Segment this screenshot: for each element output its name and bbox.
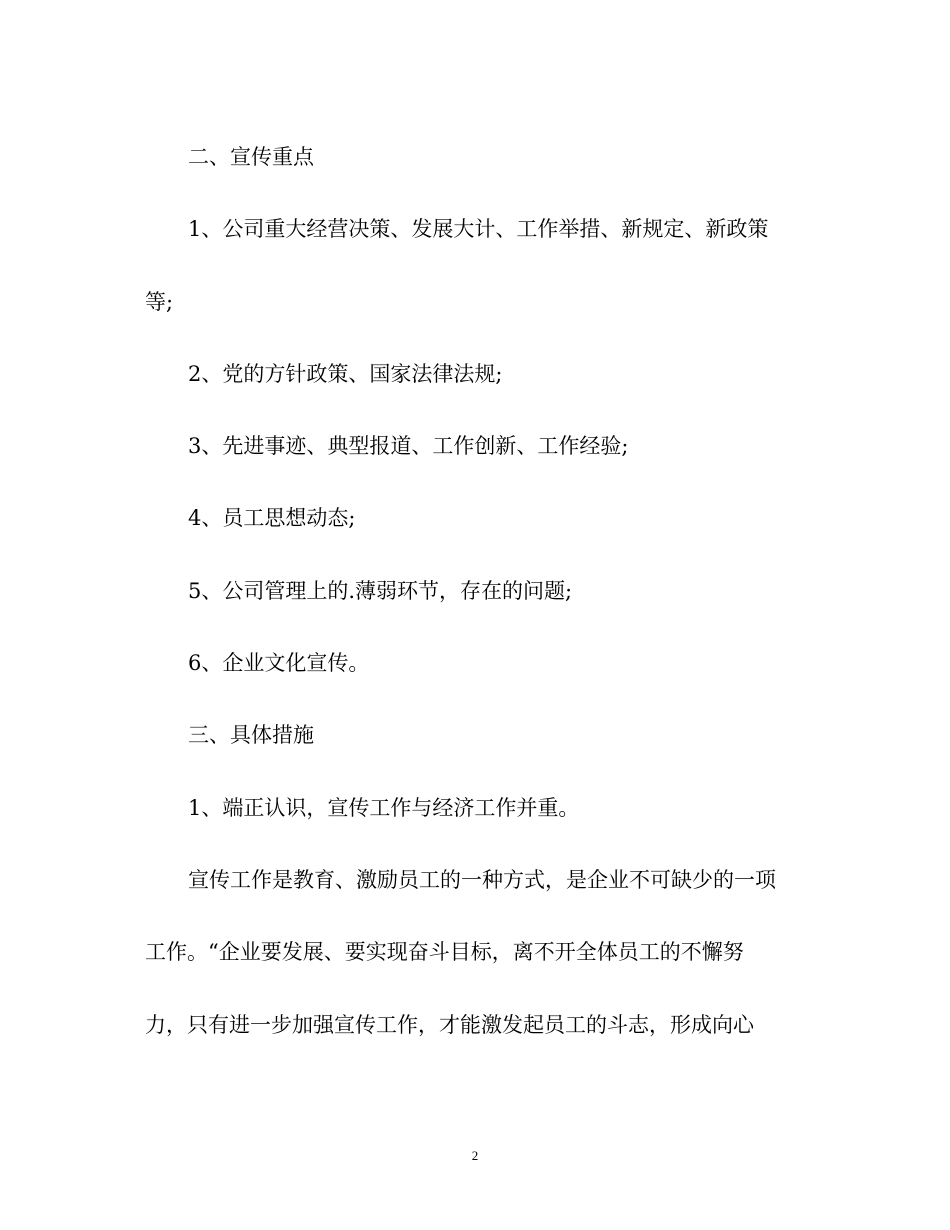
paragraph-line: 6、企业文化宣传。 — [188, 651, 370, 675]
section-heading-publicity-focus: 二、宣传重点 — [188, 145, 314, 169]
paragraph-line: 2、党的方针政策、国家法律法规; — [188, 362, 503, 386]
paragraph-line: 等; — [145, 290, 174, 314]
paragraph-line: 3、先进事迹、典型报道、工作创新、工作经验; — [188, 434, 629, 458]
paragraph-line: 力，只有进一步加强宣传工作，才能激发起员工的斗志，形成向心 — [145, 1013, 754, 1037]
paragraph-line: 5、公司管理上的.薄弱环节，存在的问题; — [188, 579, 573, 603]
paragraph-line: 1、公司重大经营决策、发展大计、工作举措、新规定、新政策 — [188, 217, 769, 241]
page-number: 2 — [471, 1148, 479, 1163]
paragraph-line: 1、端正认识，宣传工作与经济工作并重。 — [188, 796, 580, 820]
paragraph-line: 宣传工作是教育、激励员工的一种方式，是企业不可缺少的一项 — [188, 868, 776, 892]
paragraph-line: 工作。“企业要发展、要实现奋斗目标，离不开全体员工的不懈努 — [145, 940, 744, 964]
section-heading-specific-measures: 三、具体措施 — [188, 723, 314, 747]
paragraph-line: 4、员工思想动态; — [188, 506, 356, 530]
